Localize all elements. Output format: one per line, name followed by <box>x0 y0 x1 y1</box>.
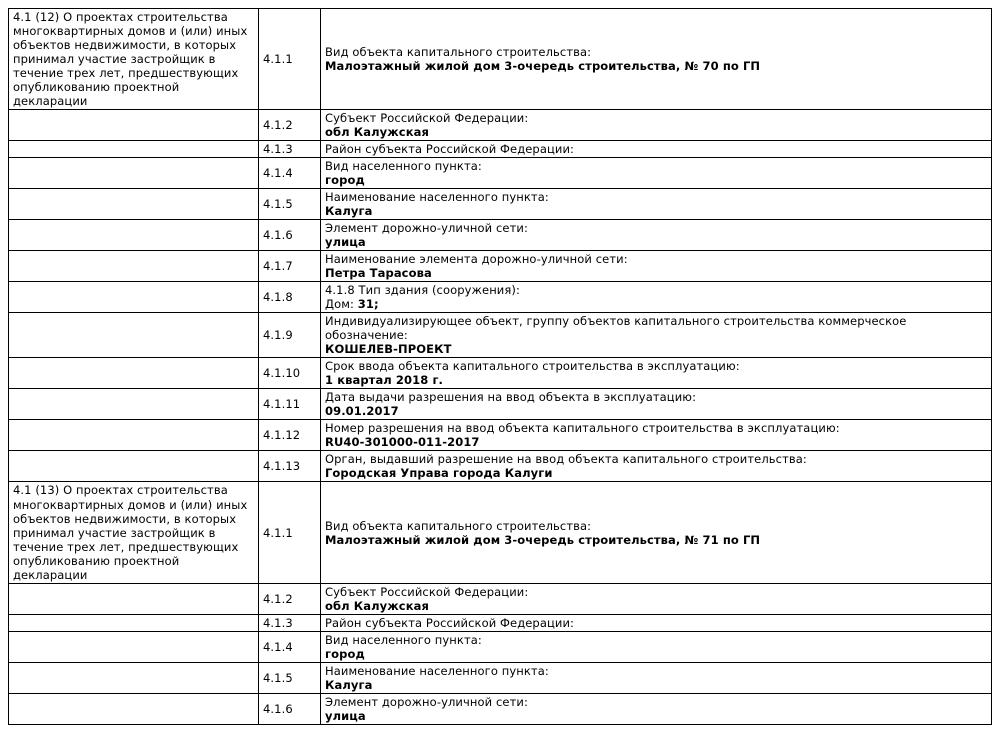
row-content-cell <box>321 662 992 693</box>
row-content-cell <box>321 251 992 282</box>
section-description-cell <box>9 389 259 420</box>
field-value <box>325 297 987 311</box>
field-label: Субъект Российской Федерации: <box>325 111 529 126</box>
field-value-bold: обл Калужская <box>325 598 429 613</box>
table-row <box>9 389 992 420</box>
field-value-bold: Малоэтажный жилой дом 3-очередь строительства, № 71 по ГП <box>325 532 761 547</box>
section-description-cell <box>9 358 259 389</box>
field-value-bold: 1 квартал 2018 г. <box>325 373 444 388</box>
field-value <box>325 59 987 73</box>
field-label: Район субъекта Российской Федерации: <box>325 615 575 630</box>
row-content-cell <box>321 110 992 141</box>
row-content-cell <box>321 189 992 220</box>
table-body <box>9 9 992 725</box>
table-row <box>9 420 992 451</box>
field-label: Номер разрешения на ввод объекта капитального строительства в эксплуатацию: <box>325 421 840 436</box>
field-label: Элемент дорожно-уличной сети: <box>325 221 528 236</box>
row-number: 4.1.2 <box>259 583 321 614</box>
table-row <box>9 251 992 282</box>
row-content-cell <box>321 389 992 420</box>
row-number: 4.1.12 <box>259 420 321 451</box>
row-content-cell <box>321 420 992 451</box>
row-number: 4.1.11 <box>259 389 321 420</box>
table-row <box>9 141 992 158</box>
table-row <box>9 9 992 110</box>
field-label: Наименование населенного пункта: <box>325 190 549 205</box>
field-value-bold: город <box>325 173 365 188</box>
field-value-bold: Калуга <box>325 204 373 219</box>
section-description-cell <box>9 220 259 251</box>
section-description-cell <box>9 313 259 358</box>
row-number: 4.1.3 <box>259 614 321 631</box>
field-label: Район субъекта Российской Федерации: <box>325 142 575 157</box>
row-number: 4.1.3 <box>259 141 321 158</box>
field-label: Вид населенного пункта: <box>325 159 482 174</box>
row-number: 4.1.4 <box>259 158 321 189</box>
field-value-bold: КОШЕЛЕВ-ПРОЕКТ <box>325 342 452 357</box>
field-label: Наименование элемента дорожно-уличной сети: <box>325 252 628 267</box>
field-value-bold: улица <box>325 708 366 723</box>
row-content-cell <box>321 158 992 189</box>
table-row <box>9 482 992 583</box>
section-description-cell <box>9 282 259 313</box>
row-content-cell <box>321 282 992 313</box>
field-value-bold: улица <box>325 235 366 250</box>
row-number: 4.1.10 <box>259 358 321 389</box>
field-value-bold: RU40-301000-011-2017 <box>325 435 480 450</box>
section-description-cell <box>9 189 259 220</box>
field-value <box>325 266 987 280</box>
field-label: Элемент дорожно-уличной сети: <box>325 694 528 709</box>
field-value <box>325 466 987 480</box>
field-value <box>325 599 987 613</box>
table-row <box>9 583 992 614</box>
field-value <box>325 404 987 418</box>
row-number: 4.1.5 <box>259 189 321 220</box>
field-label: Наименование населенного пункта: <box>325 663 549 678</box>
field-label: Вид населенного пункта: <box>325 632 482 647</box>
field-value-prefix: Дом: <box>325 297 358 312</box>
section-description-cell <box>9 693 259 724</box>
section-description-cell: 4.1 (13) О проектах строительства многоквартирных домов и (или) иных объектов недвижимости, в которых принимал участие застройщик в течение трех лет, предшествующих опубликованию проектной декларации <box>9 482 259 583</box>
row-content-cell <box>321 614 992 631</box>
table-row <box>9 358 992 389</box>
row-number: 4.1.13 <box>259 451 321 482</box>
table-row <box>9 693 992 724</box>
field-label: Срок ввода объекта капитального строительства в эксплуатацию: <box>325 359 740 374</box>
field-label: Дата выдачи разрешения на ввод объекта в эксплуатацию: <box>325 390 697 405</box>
row-content-cell <box>321 313 992 358</box>
field-value-bold: Калуга <box>325 677 373 692</box>
field-value <box>325 435 987 449</box>
row-number: 4.1.6 <box>259 220 321 251</box>
field-label: Субъект Российской Федерации: <box>325 584 529 599</box>
section-description-cell <box>9 451 259 482</box>
row-content-cell <box>321 583 992 614</box>
section-description-cell <box>9 662 259 693</box>
field-value <box>325 647 987 661</box>
section-description-cell <box>9 141 259 158</box>
field-value-bold: Петра Тарасова <box>325 266 432 281</box>
row-number: 4.1.6 <box>259 693 321 724</box>
table-row <box>9 631 992 662</box>
row-content-cell <box>321 482 992 583</box>
field-value <box>325 204 987 218</box>
row-number: 4.1.7 <box>259 251 321 282</box>
table-row <box>9 189 992 220</box>
table-row <box>9 614 992 631</box>
section-description-cell: 4.1 (12) О проектах строительства многоквартирных домов и (или) иных объектов недвижимости, в которых принимал участие застройщик в течение трех лет, предшествующих опубликованию проектной декларации <box>9 9 259 110</box>
field-value-bold: Малоэтажный жилой дом 3-очередь строительства, № 70 по ГП <box>325 59 761 74</box>
row-number: 4.1.8 <box>259 282 321 313</box>
field-value <box>325 678 987 692</box>
table-row <box>9 110 992 141</box>
field-label: 4.1.8 Тип здания (сооружения): <box>325 283 520 298</box>
table-row <box>9 282 992 313</box>
row-content-cell <box>321 451 992 482</box>
field-value <box>325 235 987 249</box>
row-number: 4.1.4 <box>259 631 321 662</box>
section-description-cell <box>9 158 259 189</box>
field-value <box>325 342 987 356</box>
section-description-cell <box>9 110 259 141</box>
section-description-cell <box>9 614 259 631</box>
row-content-cell <box>321 631 992 662</box>
row-content-cell <box>321 141 992 158</box>
row-content-cell <box>321 220 992 251</box>
field-label: Орган, выдавший разрешение на ввод объекта капитального строительства: <box>325 452 807 467</box>
row-number: 4.1.9 <box>259 313 321 358</box>
field-label: Вид объекта капитального строительства: <box>325 45 592 60</box>
field-value-bold: 09.01.2017 <box>325 404 399 419</box>
field-value-bold: обл Калужская <box>325 125 429 140</box>
field-label: Индивидуализирующее объект, группу объектов капитального строительства коммерческое обозначение: <box>325 314 907 343</box>
row-number: 4.1.1 <box>259 482 321 583</box>
section-description-cell <box>9 583 259 614</box>
table-row <box>9 451 992 482</box>
row-number: 4.1.5 <box>259 662 321 693</box>
field-value <box>325 173 987 187</box>
table-row <box>9 662 992 693</box>
row-content-cell <box>321 358 992 389</box>
table-row <box>9 313 992 358</box>
row-number: 4.1.1 <box>259 9 321 110</box>
field-label: Вид объекта капитального строительства: <box>325 518 592 533</box>
table-row <box>9 158 992 189</box>
field-value-bold: Городская Управа города Калуги <box>325 466 553 481</box>
field-value <box>325 373 987 387</box>
field-value-bold: город <box>325 646 365 661</box>
field-value <box>325 709 987 723</box>
field-value <box>325 125 987 139</box>
section-description-cell <box>9 631 259 662</box>
row-content-cell <box>321 693 992 724</box>
table-row <box>9 220 992 251</box>
row-number: 4.1.2 <box>259 110 321 141</box>
section-description-cell <box>9 251 259 282</box>
section-description-cell <box>9 420 259 451</box>
row-content-cell <box>321 9 992 110</box>
field-value-bold: 31; <box>357 297 379 312</box>
field-value <box>325 533 987 547</box>
declaration-table <box>8 8 992 725</box>
